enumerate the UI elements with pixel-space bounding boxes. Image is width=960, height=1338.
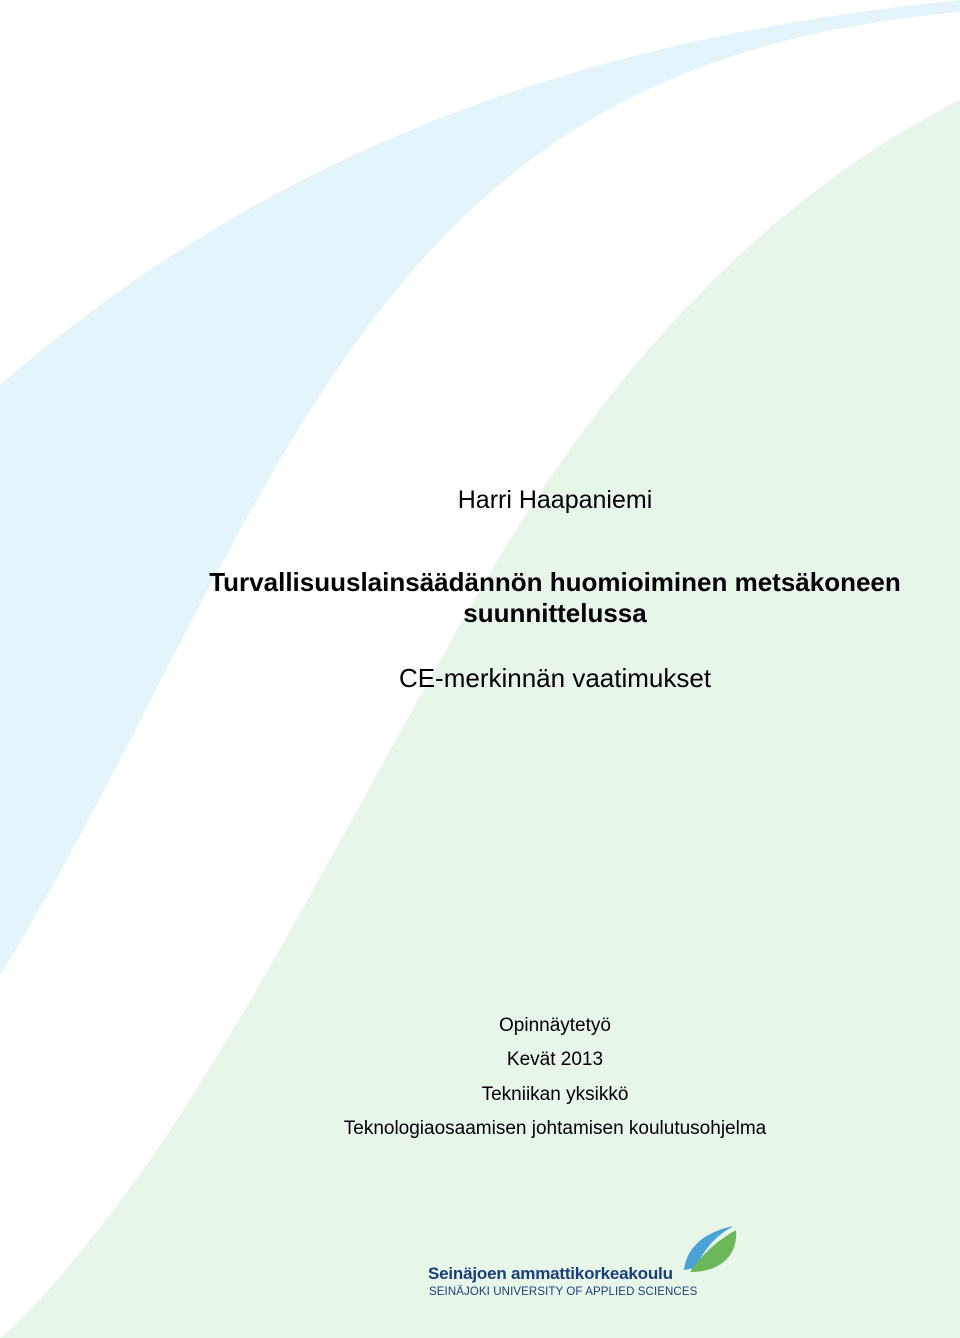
university-logo <box>428 1224 748 1304</box>
logo-subtitle: SEINÄJOKI UNIVERSITY OF APPLIED SCIENCES <box>429 1286 698 1298</box>
thesis-type: Opinnäytetyö <box>499 1015 611 1036</box>
thesis-title: Turvallisuuslainsäädännön huomioiminen metsäkoneen suunnittelussa <box>209 567 901 628</box>
thesis-term: Kevät 2013 <box>506 1049 604 1070</box>
thesis-subtitle: CE-merkinnän vaatimukset <box>398 663 712 693</box>
logo-name: Seinäjoen ammattikorkeakoulu <box>428 1264 673 1283</box>
author-name: Harri Haapaniemi <box>457 486 653 514</box>
degree-programme: Teknologiaosaamisen johtamisen koulutusohjelma <box>343 1118 767 1139</box>
leaf-icon <box>682 1224 738 1276</box>
school-unit: Tekniikan yksikkö <box>481 1084 629 1105</box>
